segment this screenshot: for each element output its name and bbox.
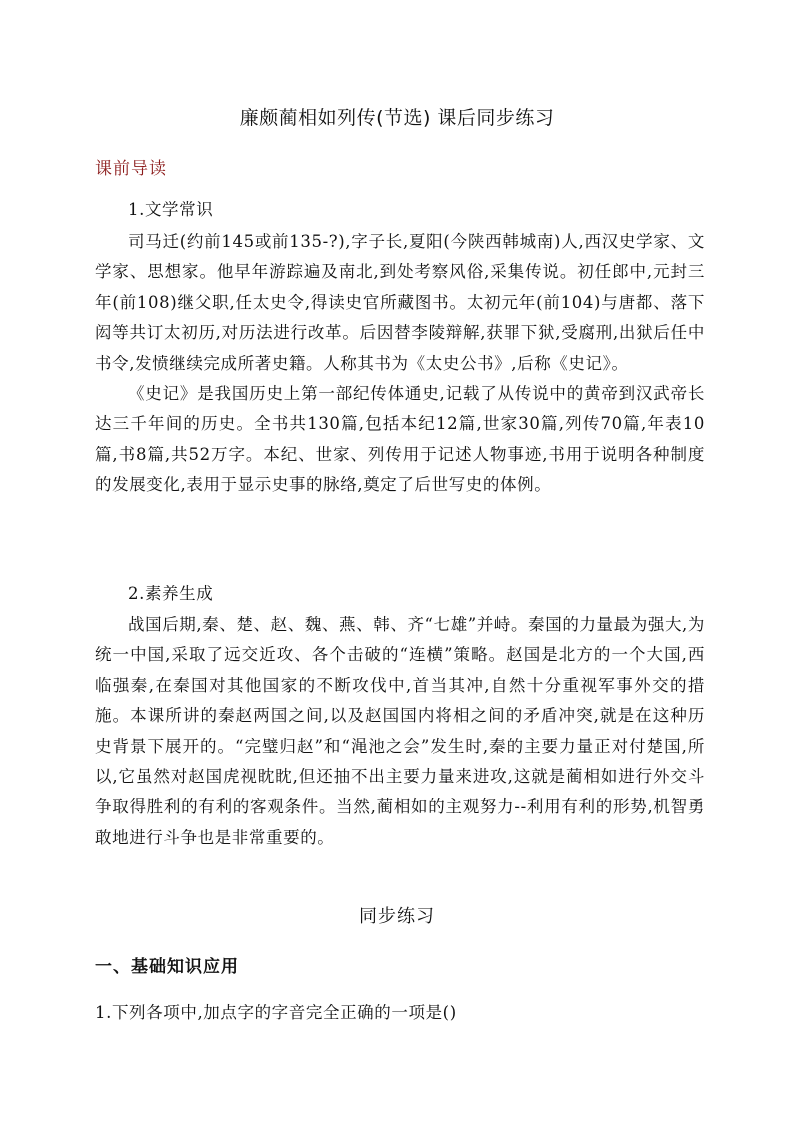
literacy-paragraph-1: 战国后期,秦、楚、赵、魏、燕、韩、齐“七雄”并峙。秦国的力量最为强大,为统一中国,采取了远交近攻、各个击破的“连横”策略。赵国是北方的一个大国,西临强秦,在秦国对其他国家的不断攻伐中,首当其冲,自然十分重视军事外交的措施。本课所讲的秦赵两国之间,以及赵国国内将相之间的矛盾冲突,就是在这种历史背景下展开的。“完璧归赵”和“渑池之会”发生时,秦的主要力量正对付楚国,所以,它虽然对赵国虎视眈眈,但还抽不出主要力量来进攻,这就是蔺相如进行外交斗争取得胜利的有利的客观条件。当然,蔺相如的主观努力--利用有利的形势,机智勇敢地进行斗争也是非常重要的。 bbox=[95, 615, 705, 847]
literacy-heading: 2.素养生成 bbox=[128, 584, 214, 603]
literature-paragraph-2: 《史记》是我国历史上第一部纪传体通史,记载了从传说中的黄帝到汉武帝长达三千年间的历史。全书共130篇,包括本纪12篇,世家30篇,列传70篇,年表10篇,书8篇,共52万字。本纪、世家、列传用于记述人物事迹,书用于说明各种制度的发展变化,表用于显示史事的脉络,奠定了后世写史的体例。 bbox=[95, 384, 705, 495]
part-one-heading: 一、基础知识应用 bbox=[95, 957, 239, 977]
practice-heading: 同步练习 bbox=[359, 906, 435, 927]
literacy-section bbox=[95, 610, 705, 853]
question-1: 1.下列各项中,加点字的字音完全正确的一项是() bbox=[95, 1003, 457, 1022]
literature-section bbox=[95, 227, 705, 501]
literature-heading: 1.文学常识 bbox=[128, 200, 214, 219]
page-title: 廉颇蔺相如列传(节选) 课后同步练习 bbox=[239, 107, 555, 129]
preview-heading: 课前导读 bbox=[95, 159, 167, 179]
literature-paragraph-1: 司马迁(约前145或前135-?),字子长,夏阳(今陕西韩城南)人,西汉史学家、文学家、思想家。他早年游踪遍及南北,到处考察风俗,采集传说。初任郎中,元封三年(前108)继父职,任太史令,得读史官所藏图书。太初元年(前104)与唐都、落下闳等共订太初历,对历法进行改革。后因替李陵辩解,获罪下狱,受腐刑,出狱后任中书令,发愤继续完成所著史籍。人称其书为《太史公书》,后称《史记》。 bbox=[95, 232, 705, 373]
